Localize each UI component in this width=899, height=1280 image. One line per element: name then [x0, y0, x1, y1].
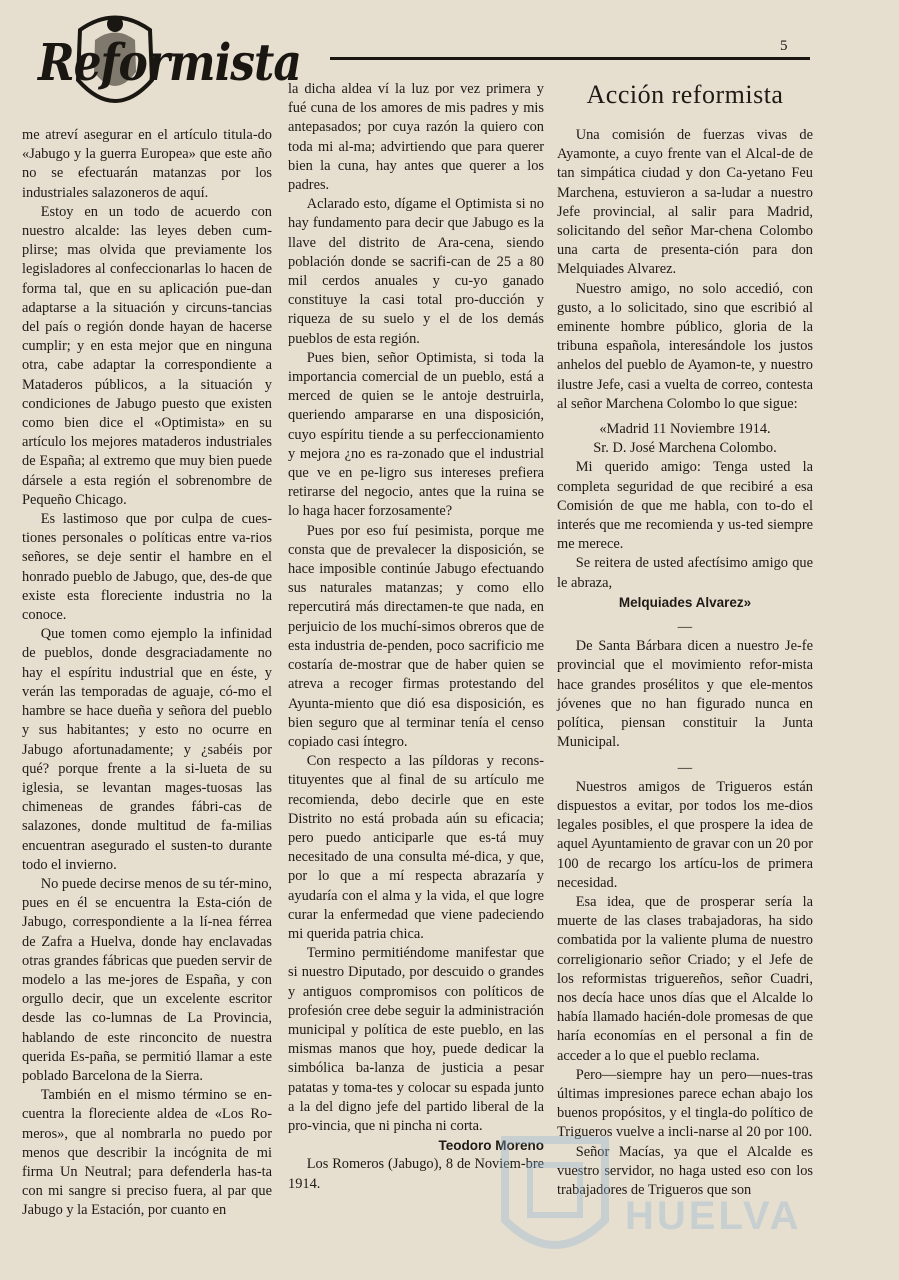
letter-addressee: Sr. D. José Marchena Colombo. [593, 440, 777, 457]
paragraph: Una comisión de fuerzas vivas de Ayamonte, a cuyo frente van el Alcal-de de tan simpática ciudad y don Ca-yetano Feu Marchena, estuvieron a sa-ludar a nuestro Jefe provincial, al salir para Madrid, solicitando del señor Mar-chena Colombo una carta de presenta-ción para don Melquiades Alvarez. [557, 127, 813, 278]
paragraph: Que tomen como ejemplo la infinidad de pueblos, donde desgraciadamente no hay el espíritu industrial que en éste, y verán las temporadas de aguaje, có-mo el hambre se hace dueña y señora del pueblo y sus habitantes; y esto no ocurre en Jabugo afortunadamente; y ¿sabéis por qué? porque frente a la si-lueta de su iglesia, se levantan mages-tuosas las chimeneas de grandes fábri-cas de salazones, donde multitud de fa-milias encuentran asegurado el susten-to durante todo el invierno. [22, 626, 272, 873]
paragraph: De Santa Bárbara dicen a nuestro Je-fe provincial que el movimiento refor-mista hace grandes prosélitos y que ele-mentos jóvenes que no han figurado nunca en política, piensan constituir la Junta Municipal. [557, 638, 813, 751]
paragraph: Nuestro amigo, no solo accedió, con gusto, a lo solicitado, sino que escribió al eminente hombre público, gloria de la tribuna española, interesándole los justos anhelos del pueblo de Ayamon-te, y nuestro ilustre Jefe, casi a vuelta de correo, contesta al señor Marchena Colombo lo que sigue: [557, 280, 813, 412]
column-2 [288, 80, 544, 1194]
section-headline: Acción reformista [586, 80, 784, 109]
paragraph: Pues bien, señor Optimista, si toda la importancia comercial de un pueblo, está a merced de quien se le antoje destruirla, queriendo ampararse en una disposición, cuyo espíritu tiende a su perfeccionamiento y mejora ¿no es ra-zonado que el industrial que ve en pe-ligro sus intereses prefiera retirarse del negocio, antes que la ruina se lo haga hacer forzosamente? [288, 349, 544, 520]
letter-body: Mi querido amigo: Tenga usted la completa seguridad de que recibiré a esa Comisión de que me habla, con to-do el interés que me recomienda y us-ted siempre me merece. [557, 459, 813, 553]
archive-watermark [495, 1130, 825, 1270]
paragraph: Esa idea, que de prosperar sería la muerte de las clases trabajadoras, ha sido combatida por la valiente pluma de nuestro correligionario señor Criado; y el Jefe de los reformistas triguereños, señor Cuadri, nos decía hace unos días que el Alcalde lo había llamado hacién-dole promesas de que haría economías en el personal a fin de acceder a lo que el pueblo reclama. [557, 893, 813, 1064]
paragraph: Estoy en un todo de acuerdo con nuestro alcalde: las leyes deben cum-plirse; mas olvida que previamente los legisladores al confeccionarlas lo hacen de forma tal, que en su aplicación pue-dan adaptarse a la situación y circuns-tancias del país o región donde hayan de hacerse cumplir; y en esta mejor que en ninguna otra, cabe adaptar la correspondiente a Mataderos públicos, a la situación y condiciones de Jabugo puesto que existen como bien dice el «Optimista» en su artículo los mejores mataderos industriales de España; al extremo que muy bien puede dársele a esta región el sobrenombre de Pequeño Chicago. [22, 203, 272, 508]
letter-signature: Melquiades Alvarez» [618, 594, 752, 610]
paragraph: Con respecto a las píldoras y recons-tituyentes que al final de su artículo me recomienda, debo decirle que en este Distrito no está probada aún su eficacia; pero puedo anticiparle que es-tá muy necesitado de una consulta mé-dica, y que, por lo que a mí respecta abrazaría y ayudaría con el alma y la vida, el que logre curar la enfermedad que viene padeciendo mi querida patria chica. [288, 753, 544, 942]
paragraph: Es lastimoso que por culpa de cues-tiones personales o políticas entre va-rios señores, se deje sentir el hambre en el honrado pueblo de Jabugo, que, des-de que existe esta floreciente industria no la conoce. [22, 511, 272, 624]
paragraph: Aclarado esto, dígame el Optimista si no hay fundamento para decir que Jabugo es la llave del distrito de Ara-cena, siendo población donde se sacrifi-can de 25 a 80 mil cerdos anuales y cu-yo ganado constituye la casi total pro-ducción y riqueza de su suelo y el de los demás pueblos de esta región. [288, 196, 544, 347]
paragraph: Pues por eso fuí pesimista, porque me consta que de prevalecer la disposición, se hace imposible continúe Jabugo efectuando sus naturales matanzas; y como ello repercutirá más directamen-te que nada, en perjuicio de los muchí-simos obreros que de esta industria de-penden, poco sacrificio me costaría de-mostrar que de haber quien se atreva a recoger firmas protestando del Ayunta-miento que dió esa disposición, es bien seguro que al terminar tenía el censo copiado casi íntegro. [288, 522, 544, 750]
divider: — [677, 759, 693, 776]
archive-logo-icon [495, 1130, 615, 1270]
masthead-title: Reformista [38, 34, 301, 93]
article-signature: Teodoro Moreno [438, 1138, 544, 1154]
paragraph: Termino permitiéndome manifestar que si nuestro Diputado, por descuido o grandes y antiguos compromisos con políticos de profesión cree debe seguir la administración municipal y política de este pueblo, en las mismas manos que hoy, puede dedicar la simbólica ba-lanza de justicia a pesar patatas y toma-tes y colocar su espada junto a la del digno jefe del partido liberal de la pro-vincia, que ni pincha ni corta. [288, 945, 544, 1134]
letter-closing: Se reitera de usted afectísimo amigo que le abraza, [557, 555, 813, 591]
paragraph: Nuestros amigos de Trigueros están dispuestos a evitar, por todos los me-dios legales posibles, el que prospere la idea de aquel Ayuntamiento de gravar con un 20 por 100 de recargo los artícu-los de primera necesidad. [557, 778, 813, 891]
column-3 [557, 126, 813, 1200]
paragraph: Pero—siempre hay un pero—nues-tras últimas impresiones parece echan abajo los buenos propósitos, y el tingla-do político de Trigueros vuelve a incli-narse al 20 por 100. [557, 1066, 813, 1141]
divider: — [677, 619, 693, 636]
paragraph: la dicha aldea ví la luz por vez primera y fué cuna de los amores de mis padres y mis antepasados; por cuya razón la quiero con toda mi al-ma; advirtiendo que para querer bien la cuna, hay antes que querer a los padres. [288, 81, 544, 194]
dateline: Los Romeros (Jabugo), 8 de Noviem-bre 1914. [288, 1156, 544, 1192]
paragraph: me atreví asegurar en el artículo titula-do «Jabugo y la guerra Europea» que este año no se efectuarán matanzas por los industriales salazoneros de aquí. [22, 127, 272, 201]
letter-date: «Madrid 11 Noviembre 1914. [599, 421, 771, 438]
paragraph: No puede decirse menos de su tér-mino, pues en él se encuentra la Esta-ción de Jabugo, correspondiente a la lí-nea férrea de Zafra a Huelva, donde hay enclavadas otras grandes fábricas que pueden servir de modelo a las me-jores de España, y con orgullo decir, que un excelente escritor desde las co-lumnas de La Provincia, hablando de este rinconcito de nuestra querida Es-paña, se permitió llamar a este poblado Barcelona de la Sierra. [22, 875, 272, 1084]
paragraph: Señor Macías, ya que el Alcalde es vuestro servidor, no haga usted eso con los trabajadores de Trigueros que son [557, 1143, 813, 1198]
masthead-rule [330, 57, 810, 60]
watermark-text: HUELVA [625, 1194, 802, 1238]
page-number: 5 [780, 38, 788, 54]
column-1 [22, 126, 272, 1221]
masthead [30, 10, 320, 122]
paragraph: También en el mismo término se en-cuentra la floreciente aldea de «Los Ro-meros», que al nombrarla no puedo por menos que describir la incógnita de mi firma Un Neutral; para defenderla has-ta con mi sangre si preciso fuera, al par que Jabugo y la Estación, por cuanto en [22, 1087, 272, 1219]
